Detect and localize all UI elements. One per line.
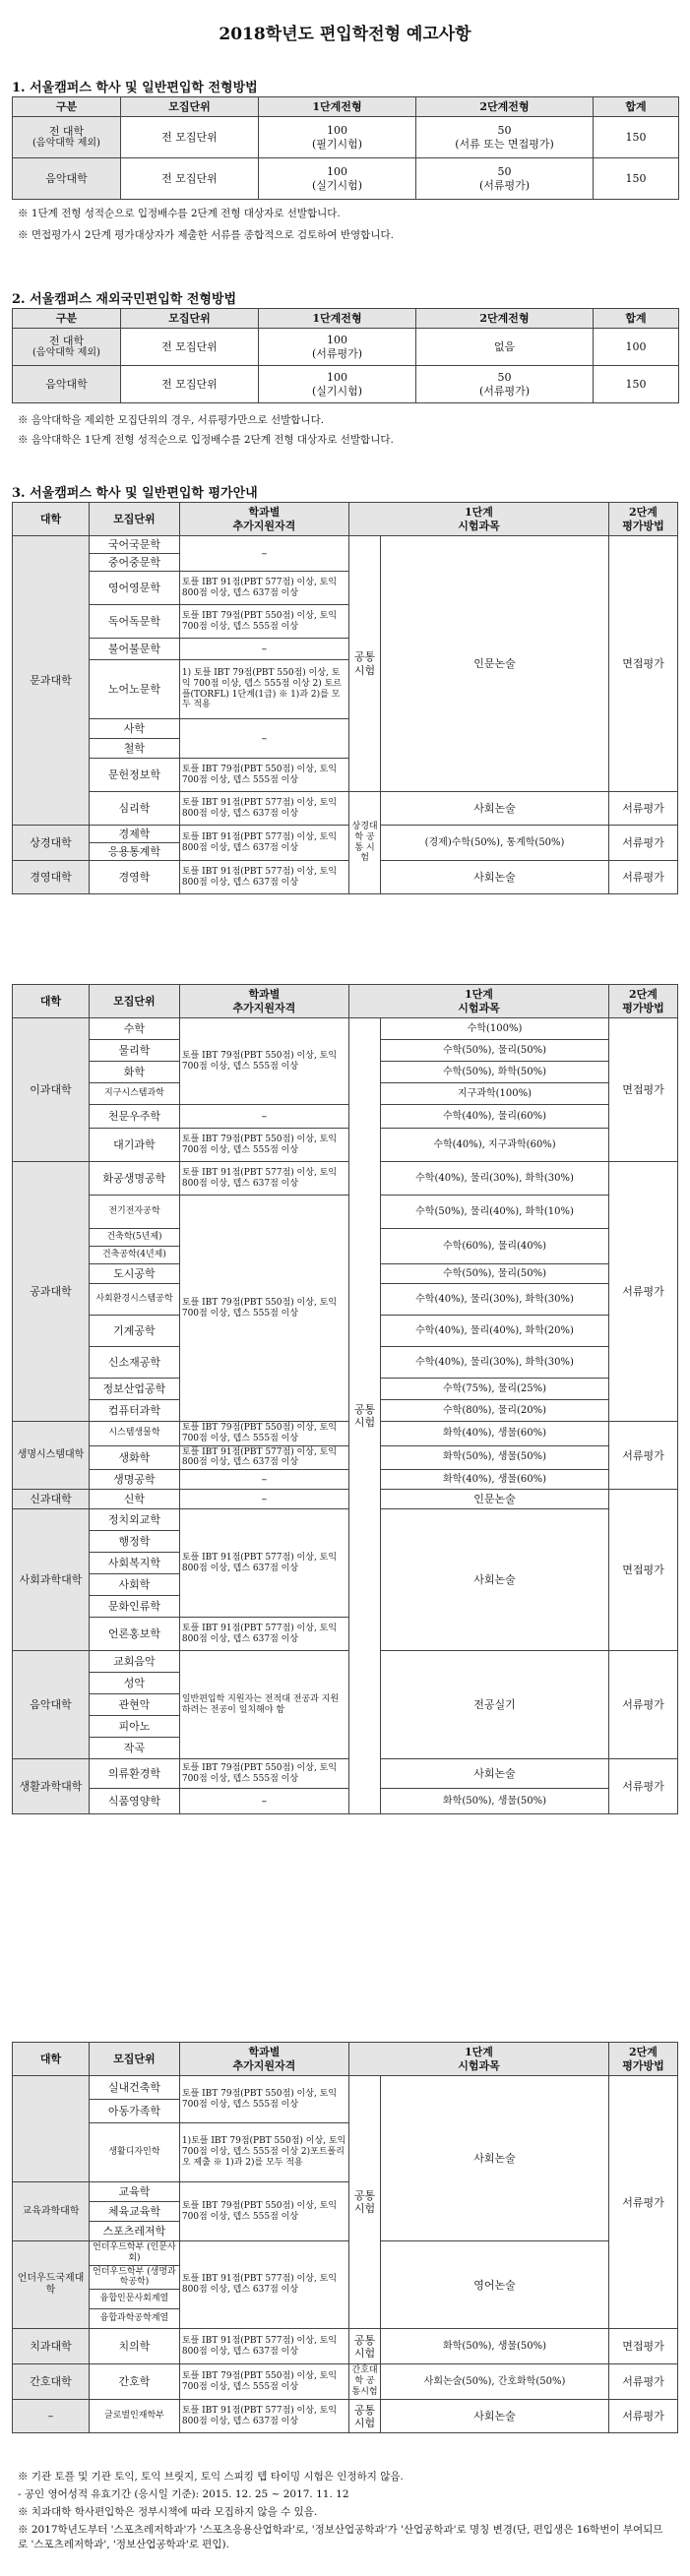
requirement: 토플 IBT 79점(PBT 550점) 이상, 토익 700점 이상, 텝스 555점 이상 bbox=[179, 1422, 348, 1446]
unit: 융합인문사회계열 bbox=[90, 2290, 180, 2309]
unit: 생활디자인학 bbox=[90, 2123, 180, 2182]
eval-method: 서류평가 bbox=[608, 792, 677, 826]
unit: 아동가족학 bbox=[90, 2100, 180, 2123]
category: 음악대학 bbox=[13, 366, 121, 403]
unit: 치의학 bbox=[90, 2329, 180, 2364]
stage1-type: (서류평가) bbox=[311, 346, 363, 360]
exam-type: 간호대학 공통시험 bbox=[348, 2364, 380, 2400]
col-header: 평가방법 bbox=[622, 519, 664, 532]
section-2-heading: 2. 서울캠퍼스 재외국민편입학 전형방법 bbox=[12, 292, 237, 307]
unit: 건축공학(4년제) bbox=[90, 1247, 180, 1264]
col-header: 구분 bbox=[13, 309, 121, 329]
category: 전 대학 bbox=[48, 334, 85, 347]
college-name: 사회과학대학 bbox=[13, 1509, 90, 1651]
unit: 컴퓨터과학 bbox=[90, 1400, 180, 1422]
exam-subject: 사회논술 bbox=[381, 1509, 609, 1651]
unit: 기계공학 bbox=[90, 1316, 180, 1347]
exam-subject: 수학(40%), 물리(60%) bbox=[381, 1105, 609, 1129]
col-header: 1단계 bbox=[465, 988, 493, 1002]
stage2-score: 없음 bbox=[416, 329, 594, 366]
unit: 체육교육학 bbox=[90, 2202, 180, 2222]
requirement: 토플 IBT 79점(PBT 550점) 이상, 토익 700점 이상, 텝스 555점 이상 bbox=[179, 2182, 348, 2241]
requirement: 토플 IBT 91점(PBT 577점) 이상, 토익 800점 이상, 텝스 637점 이상 bbox=[179, 1445, 348, 1470]
unit: 사회학 bbox=[90, 1574, 180, 1596]
requirement: 토플 IBT 79점(PBT 550점) 이상, 토익 700점 이상, 텝스 555점 이상 bbox=[179, 2076, 348, 2123]
requirement: 토플 IBT 91점(PBT 577점) 이상, 토익 800점 이상, 텝스 637점 이상 bbox=[179, 792, 348, 826]
unit: 교육학 bbox=[90, 2182, 180, 2202]
college-name: 치과대학 bbox=[13, 2329, 90, 2364]
table-row bbox=[13, 366, 679, 403]
eval-method: 면접평가 bbox=[608, 1018, 677, 1162]
unit: 신학 bbox=[90, 1490, 180, 1509]
overseas-method-table bbox=[12, 308, 679, 403]
requirement: 토플 IBT 91점(PBT 577점) 이상, 토익 800점 이상, 텝스 637점 이상 bbox=[179, 2400, 348, 2433]
exam-type: 공통 시험 bbox=[348, 2329, 380, 2364]
unit: 문화인류학 bbox=[90, 1596, 180, 1618]
stage1-score: 100 bbox=[327, 334, 347, 347]
unit: 대기과학 bbox=[90, 1129, 180, 1162]
total: 150 bbox=[594, 158, 679, 200]
col-header: 학과별 bbox=[248, 506, 281, 520]
exam-subject: 수학(100%) bbox=[381, 1018, 609, 1040]
exam-type: 공통 시험 bbox=[348, 2400, 380, 2433]
stage2-type: (서류평가) bbox=[478, 384, 531, 398]
category: 음악대학 bbox=[13, 158, 121, 200]
unit: 전 모집단위 bbox=[121, 329, 259, 366]
unit: 식품영양학 bbox=[90, 1789, 180, 1814]
exam-subject: 사회논술(50%), 간호화학(50%) bbox=[381, 2364, 609, 2400]
eval-method: 서류평가 bbox=[608, 1422, 677, 1490]
exam-subject: 수학(75%), 물리(25%) bbox=[381, 1379, 609, 1400]
col-header: 추가지원자격 bbox=[232, 1001, 296, 1014]
requirement: 토플 IBT 91점(PBT 577점) 이상, 토익 800점 이상, 텝스 637점 이상 bbox=[179, 1509, 348, 1618]
unit: 수학 bbox=[90, 1018, 180, 1040]
col-header: 추가지원자격 bbox=[232, 519, 296, 532]
eval-method: 서류평가 bbox=[608, 1162, 677, 1422]
evaluation-table-humanities bbox=[12, 502, 678, 894]
footnote: - 공인 영어성적 유효기간 (응시일 기준): 2015. 12. 25 ~ 2017. 11. 12 bbox=[18, 2488, 349, 2500]
table-row bbox=[13, 329, 679, 366]
footnote: ※ 2017학년도부터 '스포츠레저학과'가 '스포츠응용산업학과'로, '정보산업공학과'가 '산업공학과'로 명칭 변경(단, 편입생은 16학번이 부여되므로 '스포츠레저학과', '정보산업공학과'로 편입). bbox=[18, 2524, 663, 2551]
unit: 전 모집단위 bbox=[121, 158, 259, 200]
stage1-type: (필기시험) bbox=[311, 137, 363, 151]
requirement: 일반편입학 지원자는 전적대 전공과 지원하려는 전공이 일치해야 함 bbox=[179, 1651, 348, 1759]
category: 전 대학 bbox=[48, 124, 85, 138]
col-header: 2단계 bbox=[629, 988, 658, 1002]
table-row bbox=[13, 158, 679, 200]
col-header: 대학 bbox=[13, 2043, 90, 2076]
requirement: – bbox=[179, 1105, 348, 1129]
eval-method: 면접평가 bbox=[608, 536, 677, 792]
stage1-score: 100 bbox=[327, 165, 347, 179]
total: 150 bbox=[594, 366, 679, 403]
exam-subject: 수학(60%), 물리(40%) bbox=[381, 1229, 609, 1264]
exam-subject: 수학(40%), 물리(30%), 화학(30%) bbox=[381, 1162, 609, 1196]
footnote: ※ 기관 토플 및 기관 토익, 토익 브릿지, 토익 스피킹 텝 타이밍 시험은 인정하지 않음. bbox=[18, 2471, 404, 2483]
col-header: 2단계 bbox=[629, 2046, 658, 2059]
eval-method: 서류평가 bbox=[608, 826, 677, 861]
unit: 경영학 bbox=[90, 861, 180, 894]
col-header: 구분 bbox=[13, 97, 121, 117]
col-header: 학과별 bbox=[248, 988, 281, 1002]
exam-subject: 인문논술 bbox=[381, 536, 609, 792]
exam-subject: 사회논술 bbox=[381, 2076, 609, 2241]
unit: 건축학(5년제) bbox=[90, 1229, 180, 1247]
section-2-note: ※ 음악대학은 1단계 전형 성적순으로 입정배수를 2단계 전형 대상자로 선발합니다. bbox=[18, 434, 394, 446]
section-1-note: ※ 1단계 전형 성적순으로 입정배수를 2단계 전형 대상자로 선발합니다. bbox=[18, 208, 341, 219]
unit: 물리학 bbox=[90, 1040, 180, 1062]
col-header: 1단계 bbox=[465, 506, 493, 520]
category-note: (음악대학 제외) bbox=[32, 347, 100, 359]
exam-subject: 수학(50%), 화학(50%) bbox=[381, 1062, 609, 1083]
unit: 전기전자공학 bbox=[90, 1196, 180, 1229]
unit: 작곡 bbox=[90, 1738, 180, 1759]
requirement: 1) 토플 IBT 79점(PBT 550점) 이상, 토익 700점 이상, 텝스 555점 이상 2) 토르플(TORFL) 1단계(1급) ※ 1)과 2)를 모두 적용 bbox=[179, 660, 348, 719]
unit: 중어중문학 bbox=[90, 554, 180, 572]
exam-subject: 전공실기 bbox=[381, 1651, 609, 1759]
stage1-score: 100 bbox=[327, 371, 347, 385]
unit: 노어노문학 bbox=[90, 660, 180, 719]
unit: 실내건축학 bbox=[90, 2076, 180, 2100]
col-header: 대학 bbox=[13, 503, 90, 536]
eval-method: 서류평가 bbox=[608, 2364, 677, 2400]
exam-subject: 수학(40%), 물리(30%), 화학(30%) bbox=[381, 1347, 609, 1379]
unit: 도시공학 bbox=[90, 1264, 180, 1284]
unit: 시스템생물학 bbox=[90, 1422, 180, 1446]
exam-subject: 화학(40%), 생물(60%) bbox=[381, 1470, 609, 1490]
col-header: 시험과목 bbox=[458, 2058, 500, 2072]
requirement: – bbox=[179, 1470, 348, 1490]
requirement: 토플 IBT 79점(PBT 550점) 이상, 토익 700점 이상, 텝스 555점 이상 bbox=[179, 2364, 348, 2400]
unit: 심리학 bbox=[90, 792, 180, 826]
unit: 교회음악 bbox=[90, 1651, 180, 1673]
requirement: – bbox=[179, 536, 348, 572]
requirement: 토플 IBT 79점(PBT 550점) 이상, 토익 700점 이상, 텝스 555점 이상 bbox=[179, 1759, 348, 1789]
college-name: 이과대학 bbox=[13, 1018, 90, 1162]
unit: 관현악 bbox=[90, 1694, 180, 1716]
college-name: 경영대학 bbox=[13, 861, 90, 894]
col-header: 시험과목 bbox=[458, 1001, 500, 1014]
table-row bbox=[13, 117, 679, 158]
footnote: ※ 치과대학 학사편입학은 정부시책에 따라 모집하지 않을 수 있음. bbox=[18, 2506, 318, 2518]
col-header: 평가방법 bbox=[622, 2058, 664, 2072]
col-header: 2단계전형 bbox=[416, 97, 594, 117]
stage1-type: (실기시험) bbox=[311, 178, 363, 192]
requirement: 토플 IBT 91점(PBT 577점) 이상, 토익 800점 이상, 텝스 637점 이상 bbox=[179, 1162, 348, 1196]
requirement: – bbox=[179, 719, 348, 759]
evaluation-table-others bbox=[12, 2042, 678, 2433]
college-name: 문과대학 bbox=[13, 536, 90, 826]
stage2-type: (서류평가) bbox=[478, 178, 531, 192]
unit: 독어독문학 bbox=[90, 605, 180, 639]
exam-subject: 수학(50%), 물리(50%) bbox=[381, 1040, 609, 1062]
section-1-heading: 1. 서울캠퍼스 학사 및 일반편입학 전형방법 bbox=[12, 81, 258, 95]
exam-subject: 수학(40%), 지구과학(60%) bbox=[381, 1129, 609, 1162]
col-header: 2단계전형 bbox=[416, 309, 594, 329]
unit: 스포츠레저학 bbox=[90, 2222, 180, 2241]
eval-method: 서류평가 bbox=[608, 2400, 677, 2433]
unit: 언론홍보학 bbox=[90, 1618, 180, 1651]
requirement: 토플 IBT 91점(PBT 577점) 이상, 토익 800점 이상, 텝스 637점 이상 bbox=[179, 2241, 348, 2329]
exam-subject: 수학(80%), 물리(20%) bbox=[381, 1400, 609, 1422]
college-name: 생활과학대학 bbox=[13, 1759, 90, 1814]
section-1-note: ※ 면접평가시 2단계 평가대상자가 제출한 서류를 종합적으로 검토하여 반영합니다. bbox=[18, 229, 394, 241]
requirement: 토플 IBT 79점(PBT 550점) 이상, 토익 700점 이상, 텝스 555점 이상 bbox=[179, 605, 348, 639]
exam-type: 공통 시험 bbox=[348, 536, 380, 792]
unit: 화학 bbox=[90, 1062, 180, 1083]
exam-subject: 지구과학(100%) bbox=[381, 1083, 609, 1105]
col-header: 모집단위 bbox=[90, 2043, 180, 2076]
col-header: 평가방법 bbox=[622, 1001, 664, 1014]
unit: 성악 bbox=[90, 1673, 180, 1694]
total: 150 bbox=[594, 117, 679, 158]
eval-method: 서류평가 bbox=[608, 1651, 677, 1759]
unit: 불어불문학 bbox=[90, 639, 180, 660]
unit: 행정학 bbox=[90, 1531, 180, 1553]
exam-type: 공통 시험 bbox=[348, 2076, 380, 2329]
requirement: 토플 IBT 91점(PBT 577점) 이상, 토익 800점 이상, 텝스 637점 이상 bbox=[179, 1618, 348, 1651]
col-header: 2단계 bbox=[629, 506, 658, 520]
exam-subject: 화학(50%), 생물(50%) bbox=[381, 1789, 609, 1814]
col-header: 학과별 bbox=[248, 2046, 281, 2059]
exam-subject: 화학(40%), 생물(60%) bbox=[381, 1422, 609, 1446]
unit: 생명공학 bbox=[90, 1470, 180, 1490]
exam-subject: (경제)수학(50%), 통계학(50%) bbox=[381, 826, 609, 861]
unit: 생화학 bbox=[90, 1445, 180, 1470]
stage1-type: (실기시험) bbox=[311, 384, 363, 398]
eval-method: 서류평가 bbox=[608, 2076, 677, 2329]
page-title: 2018학년도 편입학전형 예고사항 bbox=[219, 25, 471, 44]
col-header: 모집단위 bbox=[121, 97, 259, 117]
col-header: 모집단위 bbox=[121, 309, 259, 329]
stage2-type: (서류 또는 면접평가) bbox=[455, 137, 554, 151]
unit: 전 모집단위 bbox=[121, 366, 259, 403]
requirement: – bbox=[179, 1789, 348, 1814]
section-2-note: ※ 음악대학을 제외한 모집단위의 경우, 서류평가만으로 선발합니다. bbox=[18, 414, 325, 426]
selection-method-table bbox=[12, 96, 679, 200]
requirement: 토플 IBT 91점(PBT 577점) 이상, 토익 800점 이상, 텝스 637점 이상 bbox=[179, 2329, 348, 2364]
col-header: 대학 bbox=[13, 985, 90, 1018]
eval-method: 서류평가 bbox=[608, 1759, 677, 1814]
unit: 간호학 bbox=[90, 2364, 180, 2400]
college-name: 언더우드국제대학 bbox=[13, 2241, 90, 2329]
col-header: 모집단위 bbox=[90, 503, 180, 536]
college-name bbox=[13, 2076, 90, 2182]
section-3-heading: 3. 서울캠퍼스 학사 및 일반편입학 평가안내 bbox=[12, 486, 258, 501]
col-header: 합계 bbox=[594, 309, 679, 329]
requirement: 토플 IBT 79점(PBT 550점) 이상, 토익 700점 이상, 텝스 555점 이상 bbox=[179, 1196, 348, 1422]
unit: 천문우주학 bbox=[90, 1105, 180, 1129]
col-header: 1단계전형 bbox=[259, 97, 416, 117]
exam-subject: 수학(50%), 물리(50%) bbox=[381, 1264, 609, 1284]
requirement: 토플 IBT 79점(PBT 550점) 이상, 토익 700점 이상, 텝스 555점 이상 bbox=[179, 759, 348, 792]
unit: 철학 bbox=[90, 739, 180, 759]
unit: 응용통계학 bbox=[90, 843, 180, 861]
exam-subject: 사회논술 bbox=[381, 792, 609, 826]
college-name: 상경대학 bbox=[13, 826, 90, 861]
unit: 언더우드학부 (생명과학공학) bbox=[90, 2265, 180, 2290]
requirement: 토플 IBT 91점(PBT 577점) 이상, 토익 800점 이상, 텝스 637점 이상 bbox=[179, 861, 348, 894]
evaluation-table-sciences bbox=[12, 984, 678, 1814]
exam-subject: 인문논술 bbox=[381, 1490, 609, 1509]
exam-subject: 사회논술 bbox=[381, 2400, 609, 2433]
unit: 사회환경시스템공학 bbox=[90, 1284, 180, 1316]
stage2-score: 50 bbox=[497, 124, 512, 138]
exam-type: 공통 시험 bbox=[348, 1018, 380, 1814]
exam-subject: 화학(50%), 생물(50%) bbox=[381, 2329, 609, 2364]
unit: 국어국문학 bbox=[90, 536, 180, 554]
unit: 정보산업공학 bbox=[90, 1379, 180, 1400]
exam-subject: 영어논술 bbox=[381, 2241, 609, 2329]
eval-method: 면접평가 bbox=[608, 1490, 677, 1651]
unit: 융합과학공학계열 bbox=[90, 2309, 180, 2329]
col-header: 모집단위 bbox=[90, 985, 180, 1018]
col-header: 시험과목 bbox=[458, 519, 500, 532]
college-name: 신과대학 bbox=[13, 1490, 90, 1509]
college-name: 간호대학 bbox=[13, 2364, 90, 2400]
exam-subject: 사회논술 bbox=[381, 861, 609, 894]
college-name: 교육과학대학 bbox=[13, 2182, 90, 2241]
col-header: 1단계전형 bbox=[259, 309, 416, 329]
unit: 사회복지학 bbox=[90, 1553, 180, 1574]
requirement: 토플 IBT 79점(PBT 550점) 이상, 토익 700점 이상, 텝스 555점 이상 bbox=[179, 1129, 348, 1162]
category-note: (음악대학 제외) bbox=[32, 138, 100, 150]
requirement: 토플 IBT 91점(PBT 577점) 이상, 토익 800점 이상, 텝스 637점 이상 bbox=[179, 826, 348, 861]
college-name: 음악대학 bbox=[13, 1651, 90, 1759]
requirement: 1)토플 IBT 79점(PBT 550점) 이상, 토익 700점 이상, 텝스 555점 이상 2)포트폴리오 제출 ※ 1)과 2)를 모두 적용 bbox=[179, 2123, 348, 2182]
eval-method: 면접평가 bbox=[608, 2329, 677, 2364]
requirement: 토플 IBT 91점(PBT 577점) 이상, 토익 800점 이상, 텝스 637점 이상 bbox=[179, 572, 348, 605]
col-header: 합계 bbox=[594, 97, 679, 117]
college-name: 생명시스템대학 bbox=[13, 1422, 90, 1490]
total: 100 bbox=[594, 329, 679, 366]
requirement: – bbox=[179, 1490, 348, 1509]
unit: 전 모집단위 bbox=[121, 117, 259, 158]
unit: 정치외교학 bbox=[90, 1509, 180, 1531]
requirement: – bbox=[179, 639, 348, 660]
exam-type: 상경대학 공통 시험 bbox=[348, 792, 380, 894]
stage2-score: 50 bbox=[497, 371, 512, 385]
stage1-score: 100 bbox=[327, 124, 347, 138]
eval-method: 서류평가 bbox=[608, 861, 677, 894]
unit: 문헌정보학 bbox=[90, 759, 180, 792]
unit: 영어영문학 bbox=[90, 572, 180, 605]
unit: 지구시스템과학 bbox=[90, 1083, 180, 1105]
college-name: – bbox=[13, 2400, 90, 2433]
unit: 피아노 bbox=[90, 1716, 180, 1738]
unit: 경제학 bbox=[90, 826, 180, 843]
college-name: 공과대학 bbox=[13, 1162, 90, 1422]
exam-subject: 수학(40%), 물리(30%), 화학(30%) bbox=[381, 1284, 609, 1316]
unit: 언더우드학부 (인문사회) bbox=[90, 2241, 180, 2266]
exam-subject: 화학(50%), 생물(50%) bbox=[381, 1445, 609, 1470]
unit: 의류환경학 bbox=[90, 1759, 180, 1789]
col-header: 추가지원자격 bbox=[232, 2058, 296, 2072]
col-header: 1단계 bbox=[465, 2046, 493, 2059]
exam-subject: 수학(40%), 물리(40%), 화학(20%) bbox=[381, 1316, 609, 1347]
requirement: 토플 IBT 79점(PBT 550점) 이상, 토익 700점 이상, 텝스 555점 이상 bbox=[179, 1018, 348, 1105]
exam-subject: 수학(50%), 물리(40%), 화학(10%) bbox=[381, 1196, 609, 1229]
unit: 화공생명공학 bbox=[90, 1162, 180, 1196]
unit: 사학 bbox=[90, 719, 180, 739]
exam-subject: 사회논술 bbox=[381, 1759, 609, 1789]
stage2-score: 50 bbox=[497, 165, 512, 179]
unit: 신소재공학 bbox=[90, 1347, 180, 1379]
unit: 글로벌인재학부 bbox=[90, 2400, 180, 2433]
